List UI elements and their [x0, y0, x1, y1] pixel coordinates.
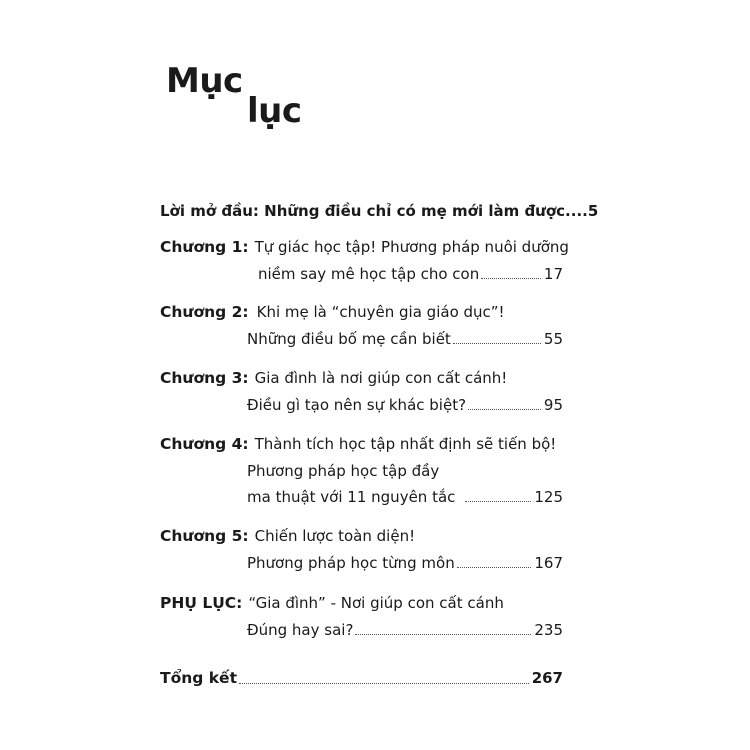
toc-entry-chapter-2 [160, 305, 505, 321]
chapter-4-title-line-2: Phương pháp học tập đầy [247, 462, 440, 480]
toc-entry-summary [160, 671, 563, 687]
chapter-5-title-line-1: Chiến lược toàn diện! [254, 527, 416, 545]
toc-entry-chapter-3-line-2 [247, 398, 563, 413]
chapter-2-page-number: 55 [543, 330, 563, 348]
appendix-label: PHỤ LỤC: [160, 594, 243, 612]
dot-leader [481, 278, 541, 279]
page-title-line-1: Mục [166, 61, 243, 101]
chapter-1-title-line-1: Tự giác học tập! Phương pháp nuôi dưỡng [254, 238, 569, 256]
toc-entry-chapter-4-line-3 [247, 490, 563, 505]
toc-entry-chapter-5 [160, 529, 415, 545]
intro-text: Lời mở đầu: Những điều chỉ có mẹ mới làm được.... [160, 202, 588, 220]
dot-leader [465, 501, 531, 502]
summary-text: Tổng kết [160, 669, 237, 687]
toc-entry-chapter-4 [160, 437, 556, 453]
toc-entry-chapter-1 [160, 240, 569, 256]
toc-entry-chapter-2-line-2 [247, 332, 563, 347]
toc-entry-chapter-3 [160, 371, 507, 387]
chapter-1-page-number: 17 [543, 265, 563, 283]
chapter-5-page-number: 167 [534, 554, 563, 572]
chapter-1-title-line-2: niềm say mê học tập cho con [258, 265, 480, 283]
toc-entry-appendix [160, 596, 504, 612]
toc-entry-chapter-1-line-2 [258, 267, 563, 282]
chapter-5-label: Chương 5: [160, 527, 249, 545]
appendix-title-line-2: Đúng hay sai? [247, 621, 354, 639]
chapter-1-label: Chương 1: [160, 238, 249, 256]
chapter-3-title-line-2: Điều gì tạo nên sự khác biệt? [247, 396, 467, 414]
chapter-3-title-line-1: Gia đình là nơi giúp con cất cánh! [254, 369, 508, 387]
chapter-3-label: Chương 3: [160, 369, 249, 387]
dot-leader [457, 567, 532, 568]
chapter-4-label: Chương 4: [160, 435, 249, 453]
toc-entry-appendix-line-2 [247, 623, 563, 638]
chapter-4-page-number: 125 [534, 488, 563, 506]
summary-page-number: 267 [531, 669, 563, 687]
chapter-2-title-line-1: Khi mẹ là “chuyên gia giáo dục”! [256, 303, 505, 321]
dot-leader [453, 343, 541, 344]
chapter-3-page-number: 95 [543, 396, 563, 414]
dot-leader [355, 634, 531, 635]
dot-leader [468, 409, 541, 410]
page-title-line-2: lục [247, 91, 302, 131]
chapter-4-title-line-3: ma thuật với 11 nguyên tắc [247, 488, 456, 506]
appendix-title-line-1: “Gia đình” - Nơi giúp con cất cánh [248, 594, 504, 612]
chapter-2-label: Chương 2: [160, 303, 249, 321]
intro-page-number: 5 [587, 202, 599, 220]
appendix-page-number: 235 [534, 621, 563, 639]
toc-entry-chapter-5-line-2 [247, 556, 563, 571]
toc-entry-intro [160, 202, 599, 220]
chapter-4-title-line-1: Thành tích học tập nhất định sẽ tiến bộ! [254, 435, 557, 453]
chapter-5-title-line-2: Phương pháp học từng môn [247, 554, 455, 572]
toc-entry-chapter-4-line-2 [247, 464, 439, 479]
chapter-2-title-line-2: Những điều bố mẹ cần biết [247, 330, 451, 348]
dot-leader [239, 683, 529, 684]
